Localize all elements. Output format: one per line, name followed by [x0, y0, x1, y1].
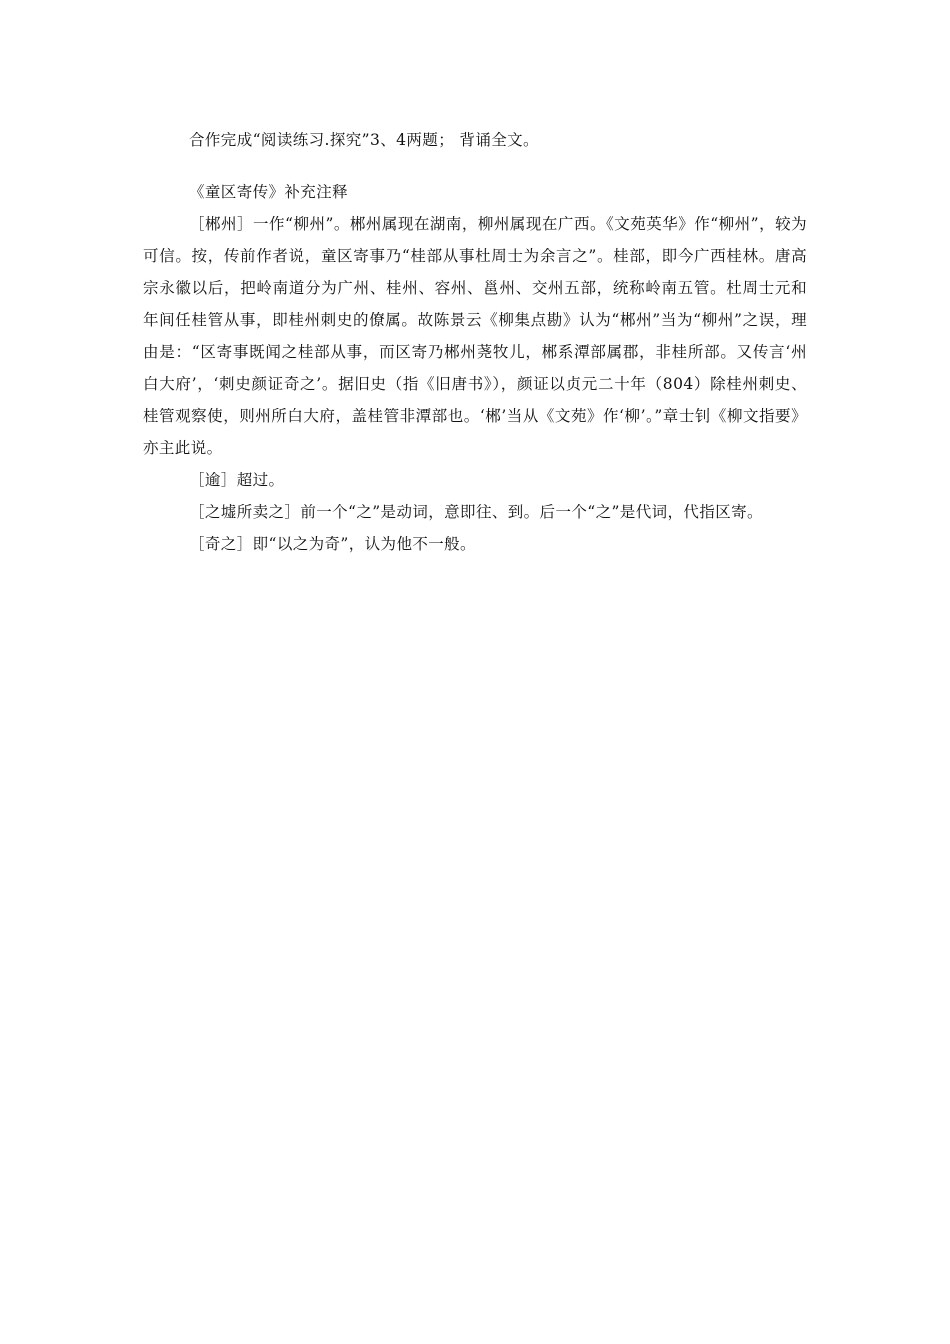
supplement-title: 《童区寄传》补充注释	[189, 183, 349, 201]
note-term: ［奇之］	[189, 535, 253, 553]
note-chenzhou	[143, 208, 807, 464]
note-text: 一作“柳州”。郴州属现在湖南，柳州属现在广西。《文苑英华》作“柳州”，较为可信。按，传前作者说，童区寄事乃“桂部从事杜周士为余言之”。桂部，即今广西桂林。唐高宗永徽以后，把岭南道分为广州、桂州、容州、邕州、交州五部，统称岭南五管。杜周士元和年间任桂管从事，即桂州刺史的僚属。故陈景云《柳集点勘》认为“郴州”当为“柳州”之误，理由是：“区寄事既闻之桂部从事，而区寄乃郴州荛牧儿，郴系潭部属郡，非桂所部。又传言‘州白大府’，‘刺史颜证奇之’。据旧史（指《旧唐书》），颜证以贞元二十年（804）除桂州刺史、桂管观察使，则州所白大府，盖桂管非潭部也。‘郴’当从《文苑》作‘柳’。”章士钊《柳文指要》亦主此说。	[143, 215, 807, 457]
note-yu	[143, 464, 807, 496]
note-term: ［之墟所卖之］	[189, 503, 301, 521]
note-text: 超过。	[236, 471, 285, 489]
note-text: 即“以之为奇”，认为他不一般。	[252, 535, 476, 553]
document-body	[143, 124, 807, 560]
note-zhixu	[143, 496, 807, 528]
note-term: ［郴州］	[189, 215, 254, 233]
note-text: 前一个“之”是动词，意即往、到。后一个“之”是代词，代指区寄。	[300, 503, 763, 521]
assignment-text: 合作完成“阅读练习.探究”3、4两题； 背诵全文。	[189, 131, 539, 149]
note-term: ［逾］	[189, 471, 237, 489]
note-qizhi	[143, 528, 807, 560]
